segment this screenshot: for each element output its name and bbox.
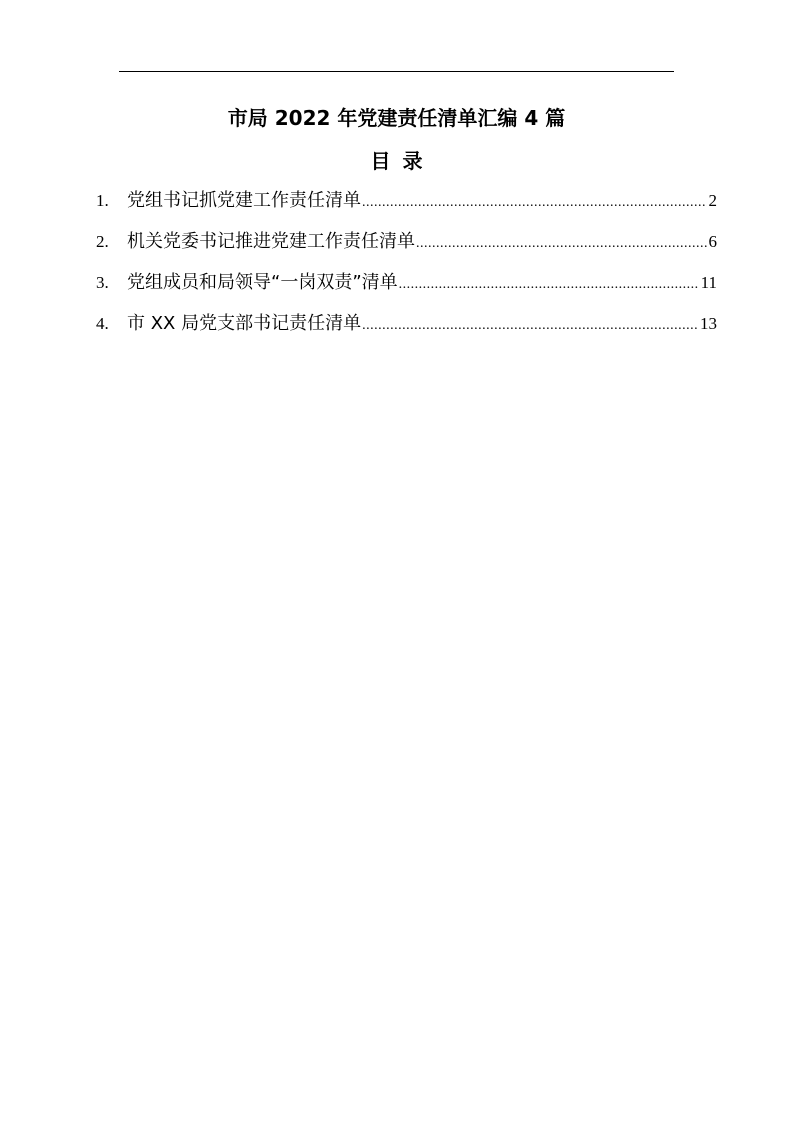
toc-entry-title: 机关党委书记推进党建工作责任清单 [127,231,415,252]
header-rule [119,71,674,72]
toc-heading: 目录 [370,149,435,173]
toc-entry-page: 11 [700,273,717,292]
toc-entry[interactable] [96,311,717,337]
toc-entry-title: 党组成员和局领导“一岗双责”清单 [127,272,398,293]
toc-entry-page: 2 [708,191,717,210]
table-of-contents [96,188,717,352]
toc-entry-number: 3. [96,273,109,292]
toc-entry-number: 4. [96,314,109,333]
document-title: 市局 2022 年党建责任清单汇编 4 篇 [227,106,566,130]
toc-dot-leader [416,231,707,257]
toc-dot-leader [362,313,698,339]
toc-entry[interactable] [96,229,717,255]
toc-entry-title: 党组书记抓党建工作责任清单 [127,190,361,211]
toc-dot-leader [362,190,707,216]
toc-entry-title: 市 XX 局党支部书记责任清单 [127,313,362,334]
toc-entry-number: 2. [96,232,109,251]
toc-dot-leader [399,272,699,298]
toc-entry[interactable] [96,188,717,214]
toc-entry-page: 6 [708,232,717,251]
toc-entry[interactable] [96,270,717,296]
toc-entry-number: 1. [96,191,109,210]
toc-entry-page: 13 [700,314,717,333]
